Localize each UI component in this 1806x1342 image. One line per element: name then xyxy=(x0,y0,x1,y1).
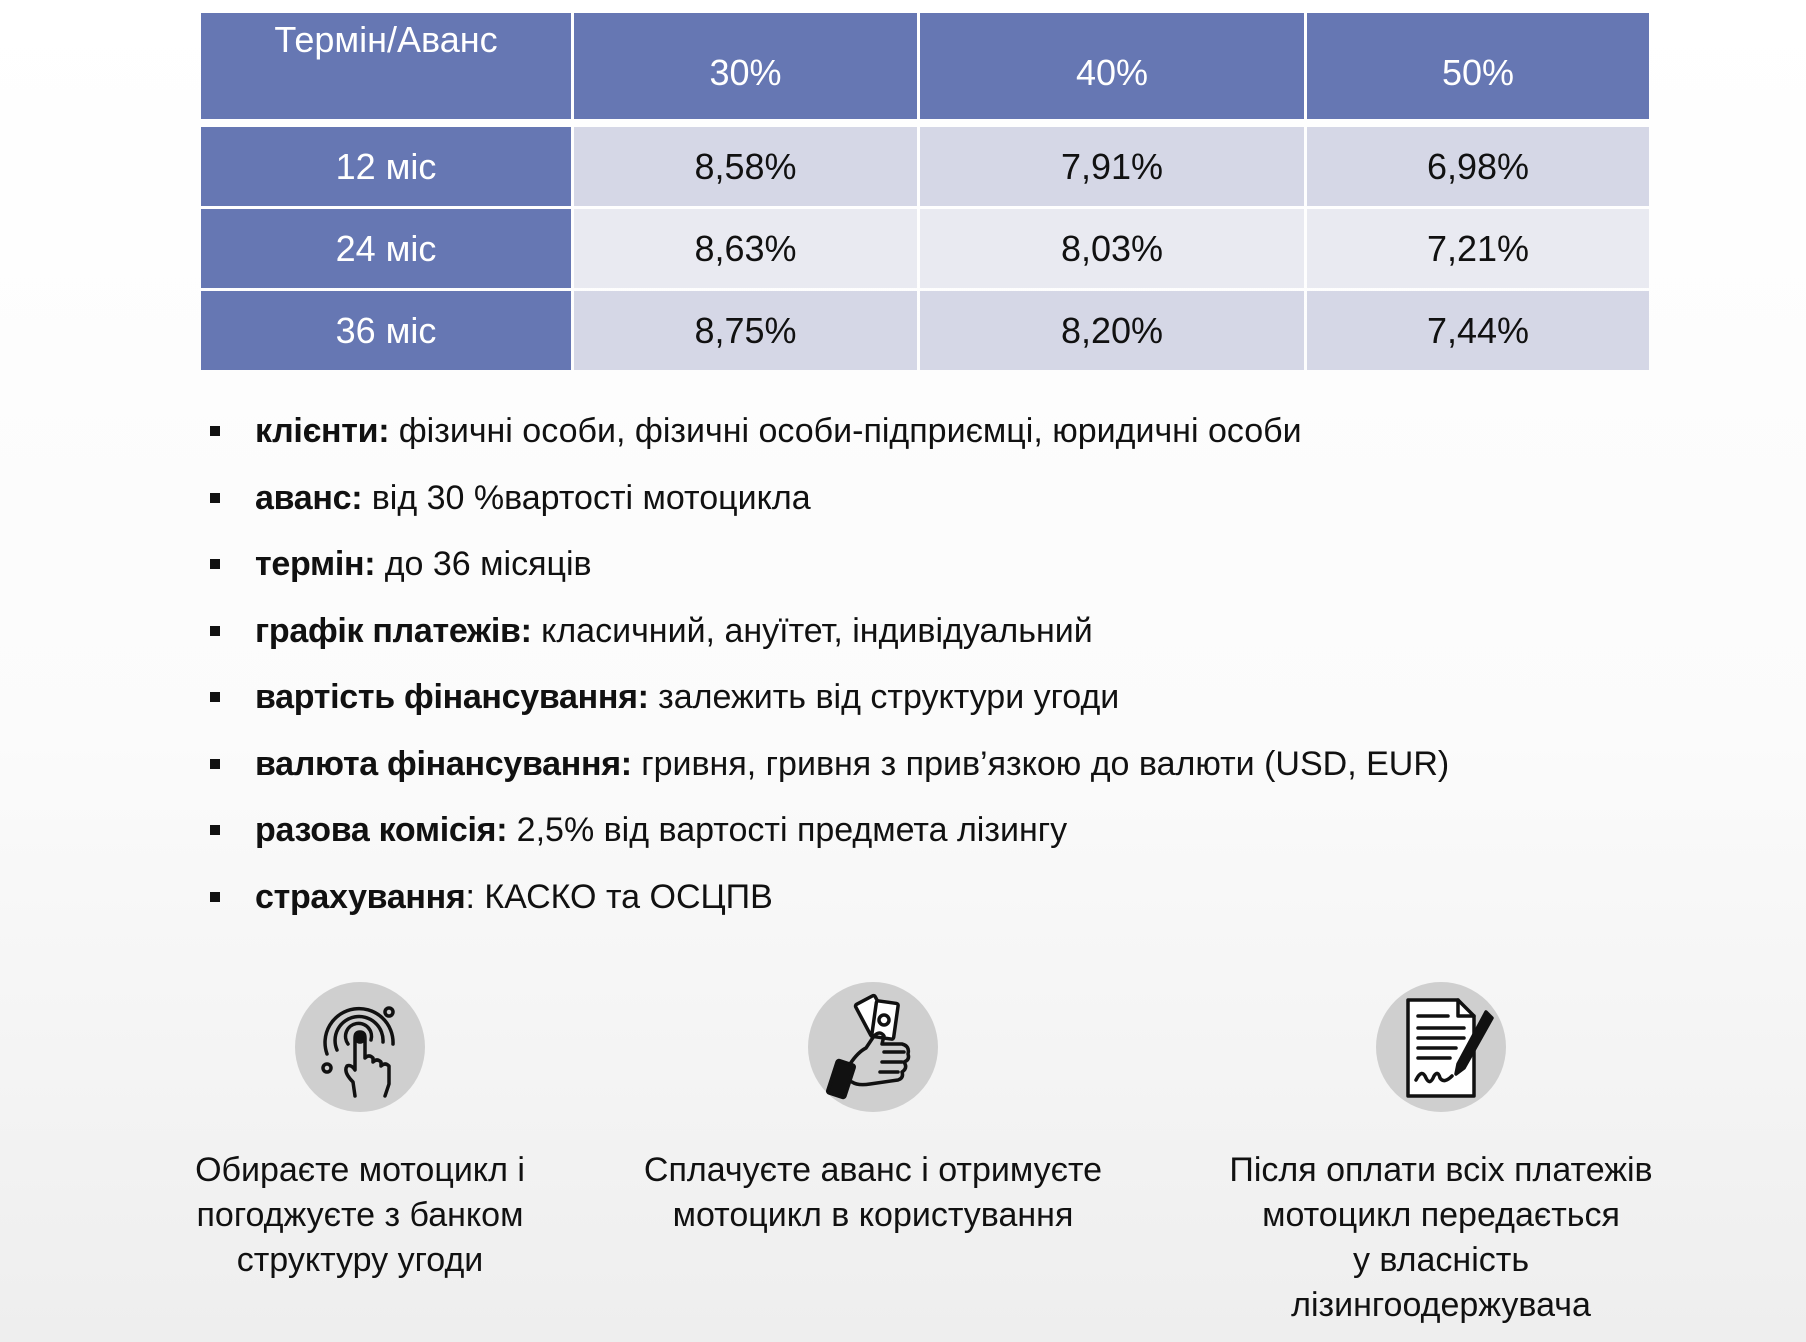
step-description: Сплачуєте аванс і отримуєте мотоцикл в користування xyxy=(643,1151,1103,1234)
row-header-term: 36 міс xyxy=(201,291,571,370)
leasing-conditions-list xyxy=(210,398,1449,930)
step-description: Після оплати всіх платежів мотоцикл передається у власність лізингоодержувача xyxy=(1229,1151,1653,1324)
column-header-30: 30% xyxy=(574,13,917,119)
condition-text: 2,5% від вартості предмета лізингу xyxy=(507,811,1068,849)
hand-money-icon xyxy=(808,982,938,1112)
condition-text: від 30 %вартості мотоцикла xyxy=(362,478,811,517)
condition-term: страхування xyxy=(255,877,466,916)
table-cell: 8,58% xyxy=(574,127,917,206)
table-cell: 6,98% xyxy=(1307,127,1649,206)
row-header-term: 12 міс xyxy=(201,127,571,206)
list-item xyxy=(210,864,1449,931)
condition-text: : КАСКО та ОСЦПВ xyxy=(465,877,773,916)
step-choose-motorcycle xyxy=(100,982,620,1283)
step-pay-advance xyxy=(613,982,1133,1238)
table-cell: 7,21% xyxy=(1307,209,1649,288)
list-item xyxy=(210,531,1449,598)
condition-text: гривня, гривня з прив’язкою до валюти (USD, EUR) xyxy=(631,744,1450,783)
column-header-50: 50% xyxy=(1307,13,1649,119)
table-cell: 7,44% xyxy=(1307,291,1649,370)
table-row xyxy=(201,127,1649,206)
condition-term: валюта фінансування: xyxy=(255,744,632,783)
condition-term: вартість фінансування: xyxy=(255,678,649,716)
column-header-40: 40% xyxy=(920,13,1304,119)
condition-text: залежить від структури угоди xyxy=(648,678,1120,716)
bullet-square-icon xyxy=(210,892,220,902)
table-cell: 8,03% xyxy=(920,209,1304,288)
condition-term: разова комісія: xyxy=(255,811,508,849)
step-description: Обираєте мотоцикл і погоджуєте з банком структуру угоди xyxy=(195,1151,525,1279)
table-corner-header: Термін/Аванс xyxy=(201,13,571,119)
contract-signing-icon xyxy=(1376,982,1506,1112)
list-item xyxy=(210,797,1449,864)
bullet-square-icon xyxy=(210,759,220,769)
bullet-square-icon xyxy=(210,493,220,503)
bullet-square-icon xyxy=(210,626,220,636)
table-row xyxy=(201,291,1649,370)
condition-term: аванс: xyxy=(255,478,363,517)
table-cell: 8,63% xyxy=(574,209,917,288)
step-ownership-transfer xyxy=(1181,982,1701,1328)
table-cell: 8,75% xyxy=(574,291,917,370)
list-item xyxy=(210,465,1449,532)
touch-target-icon xyxy=(295,982,425,1112)
row-header-term: 24 міс xyxy=(201,209,571,288)
table-header-row xyxy=(201,13,1649,119)
bullet-square-icon xyxy=(210,426,220,436)
condition-term: термін: xyxy=(255,545,376,583)
condition-term: графік платежів: xyxy=(255,611,532,650)
bullet-square-icon xyxy=(210,692,220,702)
list-item xyxy=(210,664,1449,731)
condition-text: фізичні особи, фізичні особи-підприємці, юридичні особи xyxy=(389,412,1302,450)
list-item xyxy=(210,398,1449,465)
leasing-rates-table xyxy=(198,10,1652,373)
table-row xyxy=(201,209,1649,288)
table-cell: 7,91% xyxy=(920,127,1304,206)
list-item xyxy=(210,598,1449,665)
condition-text: класичний, ануїтет, індивідуальний xyxy=(531,611,1093,650)
condition-text: до 36 місяців xyxy=(375,545,592,583)
condition-term: клієнти: xyxy=(255,412,390,450)
list-item xyxy=(210,731,1449,798)
bullet-square-icon xyxy=(210,825,220,835)
table-cell: 8,20% xyxy=(920,291,1304,370)
bullet-square-icon xyxy=(210,559,220,569)
